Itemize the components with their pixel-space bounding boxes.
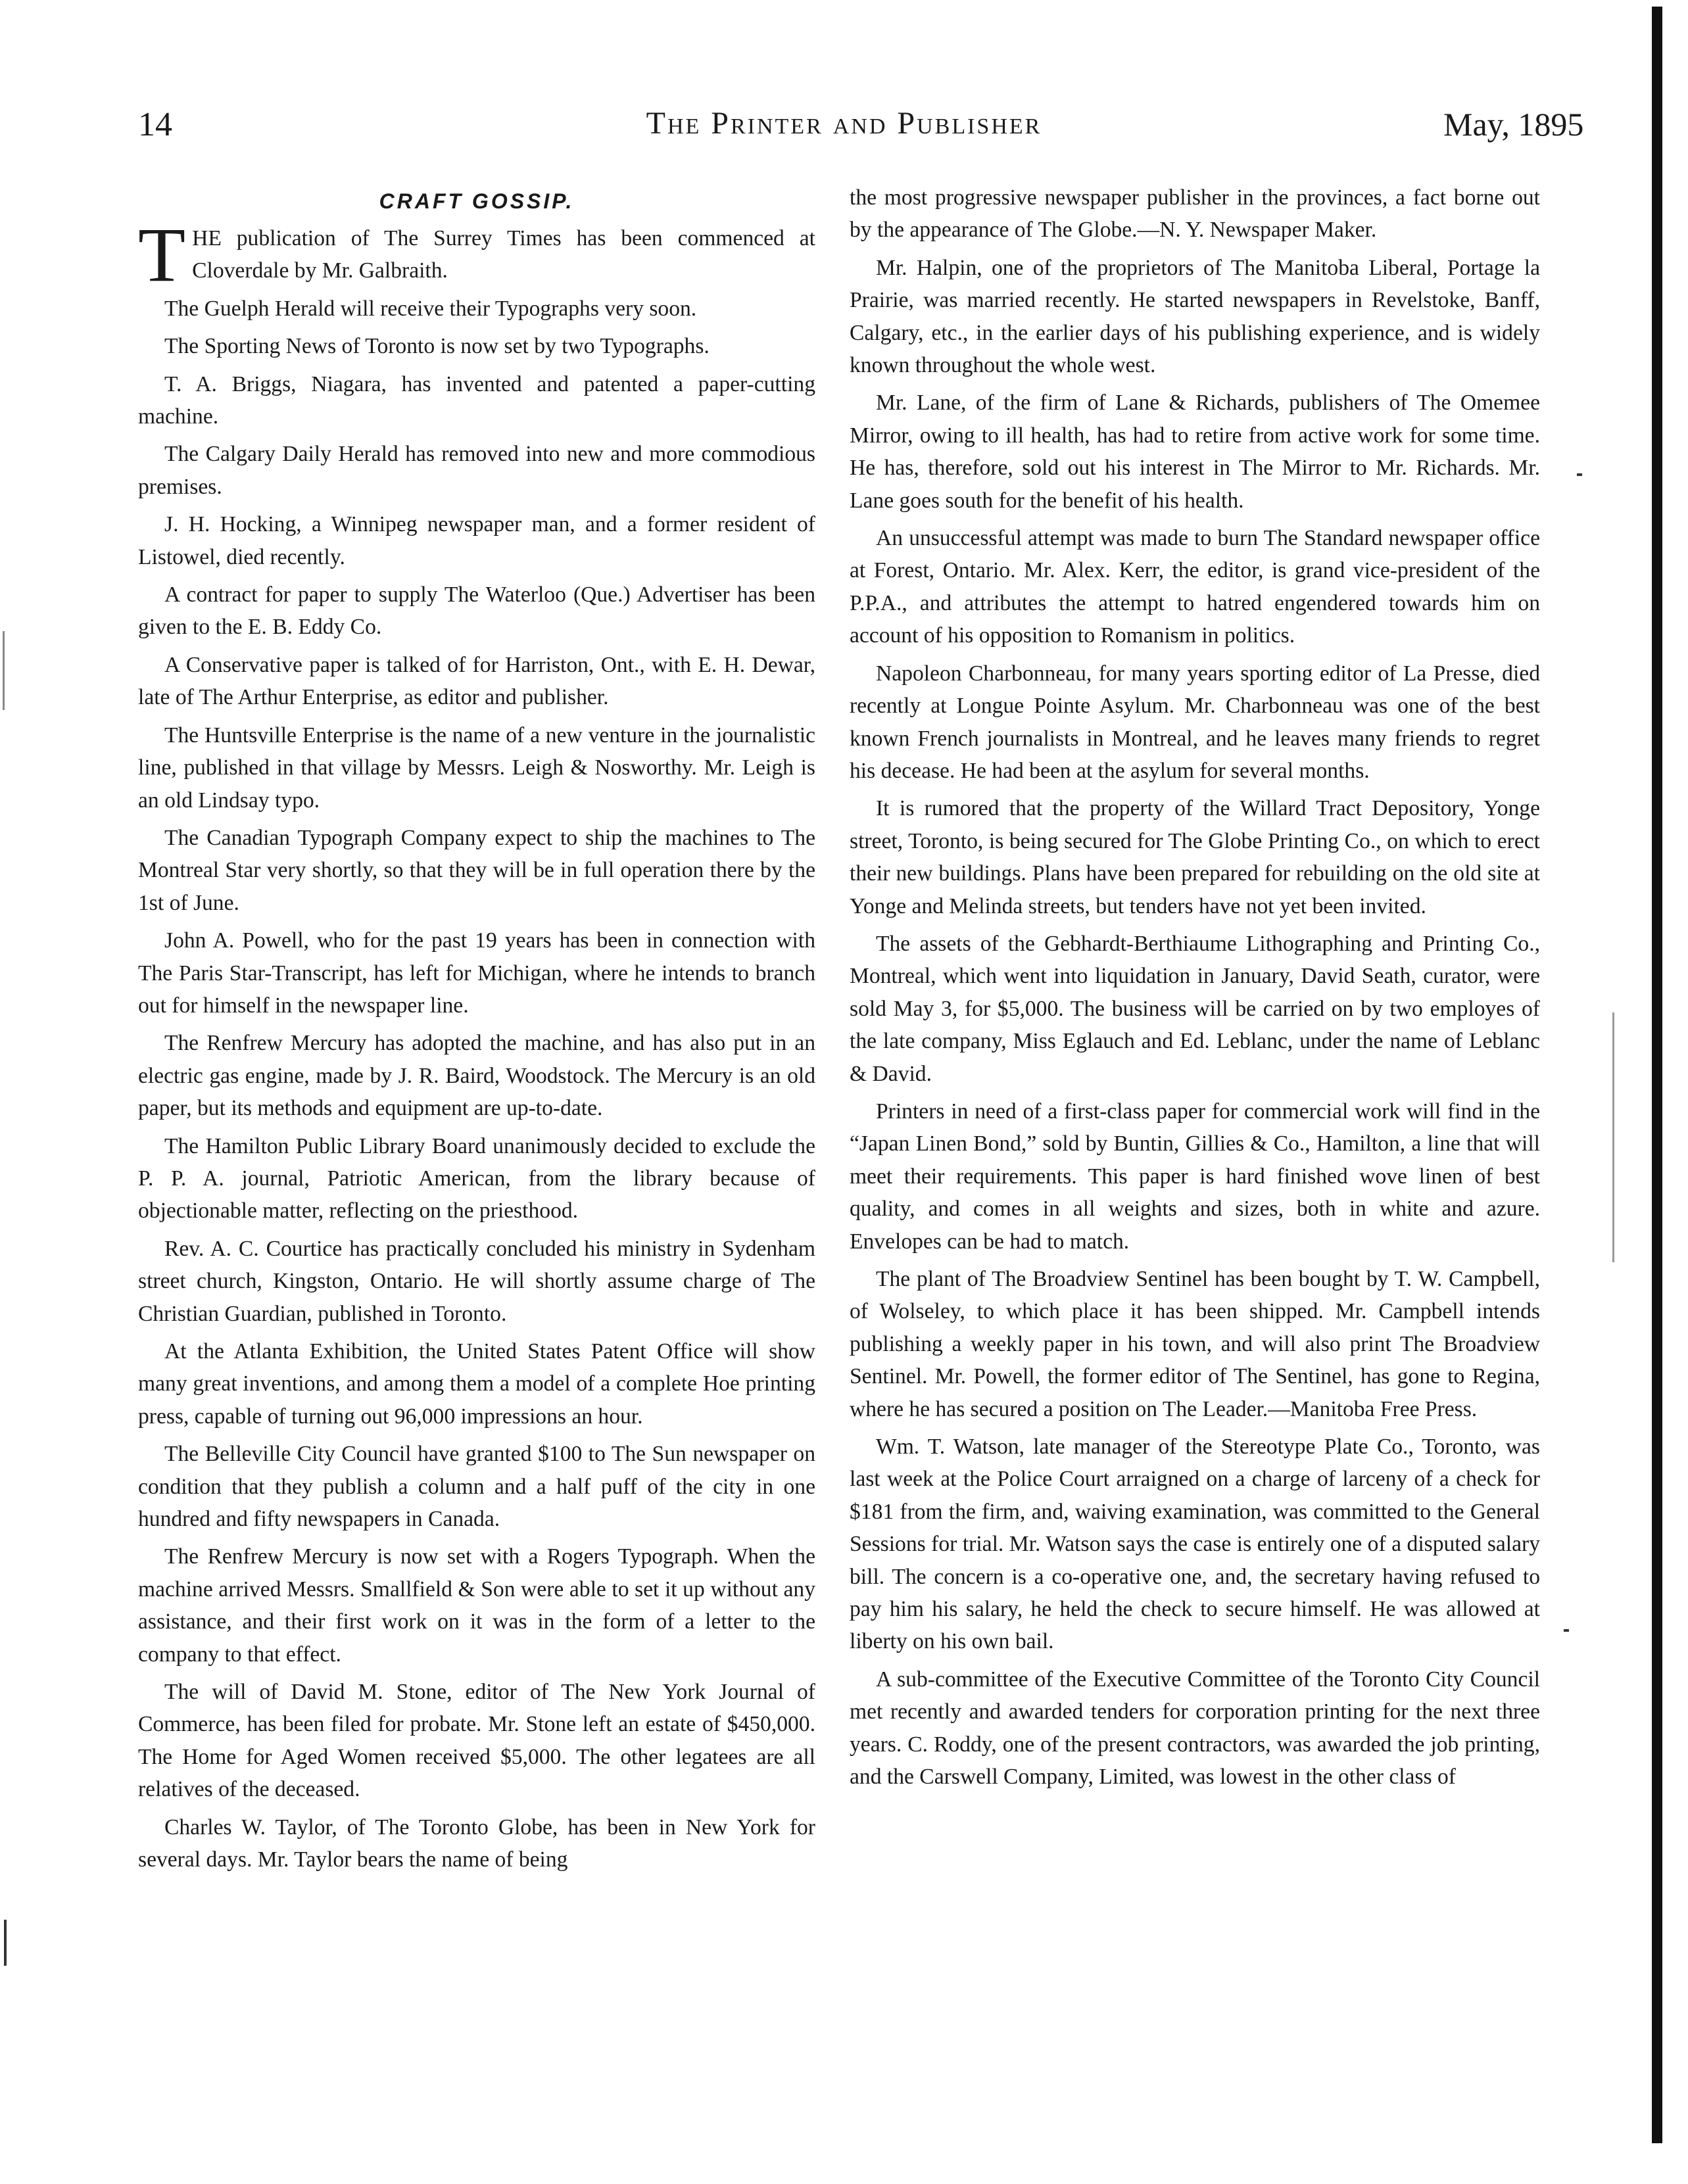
article-paragraph: The Huntsville Enterprise is the name of a new venture in the journalistic line, published in that village by Messrs. Leigh & Nosworthy. Mr. Leigh is an old Lindsay typo. <box>138 723 815 813</box>
margin-dot <box>1577 473 1582 476</box>
margin-scan-artifact <box>4 1920 7 1966</box>
margin-dot <box>1564 1629 1569 1632</box>
article-paragraph: John A. Powell, who for the past 19 years has been in connection with The Paris Star-Transcript, has left for Michigan, where he intends to branch out for himself in the newspaper line. <box>138 928 815 1018</box>
article-paragraph: J. H. Hocking, a Winnipeg newspaper man, and a former resident of Listowel, died recently. <box>138 512 815 569</box>
article-paragraph: The Sporting News of Toronto is now set by two Typographs. <box>164 334 710 359</box>
section-title: CRAFT GOSSIP. <box>379 189 575 213</box>
article-paragraph: The Calgary Daily Herald has removed into new and more commodious premises. <box>138 442 815 499</box>
right-column <box>850 181 1540 2147</box>
continued-paragraph: the most progressive newspaper publisher in the provinces, a fact borne out by the appearance of The Globe.—N. Y. Newspaper Maker. <box>850 185 1540 243</box>
drop-cap: T <box>138 212 186 298</box>
article-paragraph: Printers in need of a first-class paper for commercial work will find in the “Japan Linen Bond,” sold by Buntin, Gillies & Co., Hamilton, a line that will meet their requirements. This paper is hard finished wove linen of best quality, and comes in all weights and sizes, both in white and azure. Envelopes can be had to match. <box>850 1099 1540 1254</box>
article-paragraph: Mr. Halpin, one of the proprietors of The Manitoba Liberal, Portage la Prairie, was married recently. He started newspapers in Revelstoke, Banff, Calgary, etc., in the earlier days of his publishing experience, and is widely known throughout the whole west. <box>850 255 1540 378</box>
article-paragraph: The assets of the Gebhardt-Berthiaume Lithographing and Printing Co., Montreal, which went into liquidation in January, David Seath, curator, were sold May 3, for $5,000. The business will be carried on by two employes of the late company, Miss Eglauch and Ed. Leblanc, under the name of Leblanc & David. <box>850 931 1540 1086</box>
article-paragraph: Mr. Lane, of the firm of Lane & Richards, publishers of The Omemee Mirror, owing to ill health, has had to retire from active work for some time. He has, therefore, sold out his interest in The Mirror to Mr. Richards. Mr. Lane goes south for the benefit of his health. <box>850 391 1540 513</box>
article-paragraph: T. A. Briggs, Niagara, has invented and patented a paper-cutting machine. <box>138 371 815 429</box>
article-paragraph: The plant of The Broadview Sentinel has been bought by T. W. Campbell, of Wolseley, to which place it has been shipped. Mr. Campbell intends publishing a weekly paper in his town, and will also print The Broadview Sentinel. Mr. Powell, the former editor of The Sentinel, has gone to Regina, where he has secured a position on The Leader.—Manitoba Free Press. <box>850 1267 1540 1421</box>
article-paragraph: The Renfrew Mercury is now set with a Rogers Typograph. When the machine arrived Messrs. Smallfield & Son were able to set it up without any assistance, and their first work on it was in the form of a letter to the company to that effect. <box>138 1544 815 1667</box>
page-number: 14 <box>138 106 172 143</box>
article-paragraph: THE publication of The Surrey Times has been commenced at Cloverdale by Mr. Galbraith. <box>138 212 815 298</box>
article-paragraph: It is rumored that the property of the Willard Tract Depository, Yonge street, Toronto, is being secured for The Globe Printing Co., on which to erect their new buildings. Plans have been prepared for rebuilding on the old site at Yonge and Melinda streets, but tenders have not yet been invited. <box>850 796 1540 918</box>
issue-date: May, 1895 <box>1443 106 1584 143</box>
article-paragraph: The Renfrew Mercury has adopted the machine, and has also put in an electric gas engine, made by J. R. Baird, Woodstock. The Mercury is an old paper, but its methods and equipment are up-to-date. <box>138 1031 815 1121</box>
running-header <box>0 105 1688 158</box>
article-paragraph: The Guelph Herald will receive their Typographs very soon. <box>164 296 697 321</box>
article-paragraph: Napoleon Charbonneau, for many years sporting editor of La Presse, died recently at Longue Pointe Asylum. Mr. Charbonneau was one of the best known French journalists in Montreal, and he leaves many friends to regret his decease. He had been at the asylum for several months. <box>850 661 1540 783</box>
article-paragraph: The Hamilton Public Library Board unanimously decided to exclude the P. P. A. journal, Patriotic American, from the library because of objectionable matter, reflecting on the priesthood. <box>138 1133 815 1223</box>
article-paragraph: Wm. T. Watson, late manager of the Stereotype Plate Co., Toronto, was last week at the Police Court arraigned on a charge of larceny of a check for $181 from the firm, and, waiving examination, was committed to the General Sessions for trial. Mr. Watson says the case is entirely one of a disputed salary bill. The concern is a co-operative one, and, the secretary having refused to pay him his salary, he held the check to secure himself. He was allowed at liberty on his own bail. <box>850 1435 1540 1654</box>
article-paragraph: Rev. A. C. Courtice has practically concluded his ministry in Sydenham street church, Kingston, Ontario. He will shortly assume charge of The Christian Guardian, published in Toronto. <box>138 1236 815 1326</box>
page-edge-rule <box>1652 7 1662 2143</box>
margin-scan-artifact <box>3 631 5 710</box>
margin-scan-artifact <box>1612 1012 1614 1262</box>
article-paragraph: Charles W. Taylor, of The Toronto Globe, has been in New York for several days. Mr. Taylor bears the name of being <box>138 1815 815 1872</box>
left-column <box>138 183 815 2148</box>
publication-title: The Printer and Publisher <box>646 106 1042 141</box>
article-paragraph: The will of David M. Stone, editor of The New York Journal of Commerce, has been filed for probate. Mr. Stone left an estate of $450,000. The Home for Aged Women received $5,000. The other legatees are all relatives of the deceased. <box>138 1680 815 1802</box>
article-paragraph: A sub-committee of the Executive Committee of the Toronto City Council met recently and awarded tenders for corporation printing for the next three years. C. Roddy, one of the present contractors, was awarded the job printing, and the Carswell Company, Limited, was lowest in the other class of <box>850 1667 1540 1790</box>
article-paragraph: An unsuccessful attempt was made to burn The Standard newspaper office at Forest, Ontario. Mr. Alex. Kerr, the editor, is grand vice-president of the P.P.A., and attributes the attempt to hatred engendered towards him on account of his opposition to Romanism in politics. <box>850 526 1540 648</box>
article-paragraph: A Conservative paper is talked of for Harriston, Ont., with E. H. Dewar, late of The Arthur Enterprise, as editor and publisher. <box>138 652 815 710</box>
article-paragraph: The Canadian Typograph Company expect to ship the machines to The Montreal Star very shortly, so that they will be in full operation there by the 1st of June. <box>138 825 815 915</box>
article-paragraph: At the Atlanta Exhibition, the United States Patent Office will show many great inventions, and among them a model of a complete Hoe printing press, capable of turning out 96,000 impressions an hour. <box>138 1339 815 1429</box>
article-paragraph: The Belleville City Council have granted $100 to The Sun newspaper on condition that they publish a column and a half puff of the city in one hundred and fifty newspapers in Canada. <box>138 1442 815 1532</box>
article-paragraph: A contract for paper to supply The Waterloo (Que.) Advertiser has been given to the E. B. Eddy Co. <box>138 582 815 640</box>
